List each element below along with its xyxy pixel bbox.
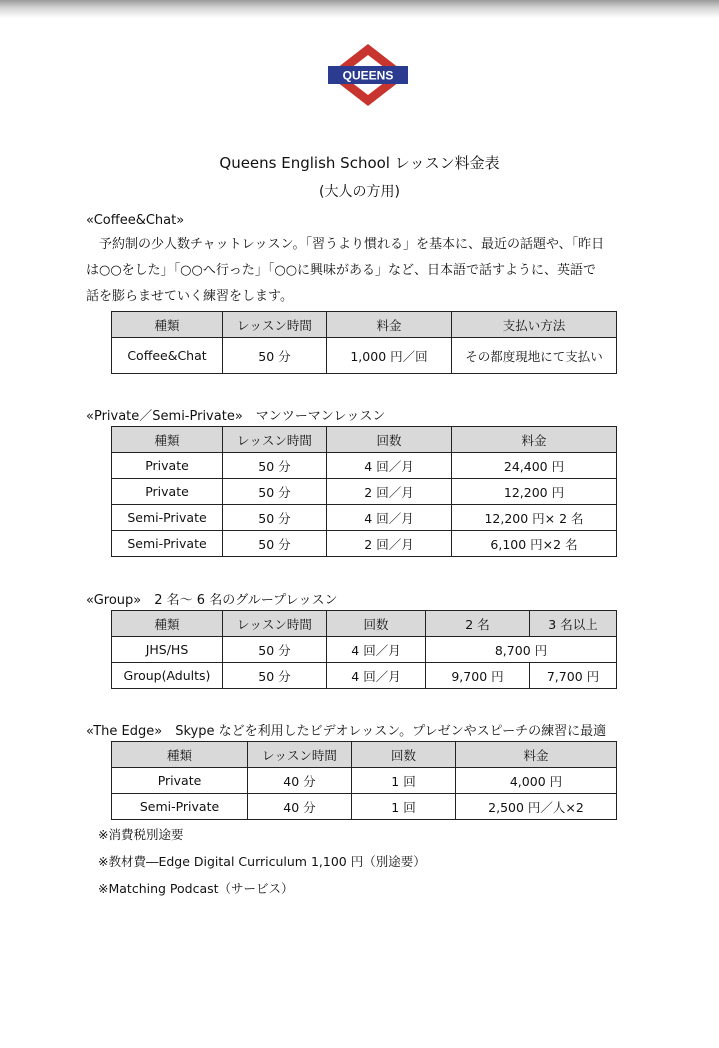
table-cell: 4,000 円: [456, 768, 617, 794]
header-cell: 料金: [456, 742, 617, 768]
note-tax: ※消費税別途要: [98, 827, 184, 842]
header-cell: 種類: [112, 312, 223, 338]
table-row: [112, 663, 617, 689]
table-cell: JHS/HS: [112, 637, 223, 663]
header-cell: 種類: [112, 742, 248, 768]
header-cell: レッスン時間: [223, 312, 327, 338]
table-cell: 12,200 円× 2 名: [452, 505, 617, 531]
header-cell: 支払い方法: [452, 312, 617, 338]
table-cell: 50 分: [223, 338, 327, 374]
table-cell: 50 分: [223, 531, 327, 557]
header-cell: 料金: [452, 427, 617, 453]
table-cell: Semi-Private: [112, 794, 248, 820]
table-cell-merged: 8,700 円: [426, 637, 617, 663]
coffee-chat-table: [111, 311, 617, 374]
page-title: Queens English School レッスン料金表: [219, 154, 500, 172]
table-cell: 24,400 円: [452, 453, 617, 479]
table-cell: Semi-Private: [112, 531, 223, 557]
table-cell: 2 回／月: [327, 531, 452, 557]
table-cell: 1,000 円／回: [327, 338, 452, 374]
page-subtitle: (大人の方用): [319, 184, 400, 200]
group-table: [111, 610, 617, 689]
header-cell: 種類: [112, 611, 223, 637]
private-table: [111, 426, 617, 557]
table-row: [112, 794, 617, 820]
table-cell: 7,700 円: [530, 663, 617, 689]
table-cell: Private: [112, 768, 248, 794]
table-header-row: [112, 742, 617, 768]
coffee-chat-heading: «Coffee&Chat»: [86, 213, 185, 228]
table-cell: 50 分: [223, 453, 327, 479]
note-podcast: ※Matching Podcast（サービス）: [98, 881, 294, 896]
description-line: は○○をした」「○○へ行った」「○○に興味がある」など、日本語で話すように、英語で: [86, 263, 597, 278]
header-cell: 回数: [327, 427, 452, 453]
header-cell: 回数: [352, 742, 456, 768]
header-cell: 回数: [327, 611, 426, 637]
table-cell: 40 分: [248, 768, 352, 794]
table-cell: 50 分: [223, 505, 327, 531]
table-row: [112, 505, 617, 531]
coffee-chat-description: [86, 232, 632, 310]
header-cell: レッスン時間: [248, 742, 352, 768]
table-cell: 4 回／月: [327, 663, 426, 689]
table-header-row: [112, 427, 617, 453]
header-cell: 料金: [327, 312, 452, 338]
table-cell: Private: [112, 453, 223, 479]
table-row: [112, 768, 617, 794]
table-cell: 50 分: [223, 479, 327, 505]
table-cell: その都度現地にて支払い: [452, 338, 617, 374]
table-cell: 12,200 円: [452, 479, 617, 505]
table-cell: 9,700 円: [426, 663, 530, 689]
table-cell: Coffee&Chat: [112, 338, 223, 374]
table-cell: 50 分: [223, 663, 327, 689]
table-row: [112, 338, 617, 374]
header-cell: レッスン時間: [223, 611, 327, 637]
note-materials: ※教材費―Edge Digital Curriculum 1,100 円（別途要）: [98, 854, 426, 869]
table-cell: 2,500 円／人×2: [456, 794, 617, 820]
queens-logo: [326, 42, 410, 108]
table-row: [112, 479, 617, 505]
table-row: [112, 453, 617, 479]
header-cell: 種類: [112, 427, 223, 453]
table-cell: 1 回: [352, 794, 456, 820]
table-cell: 40 分: [248, 794, 352, 820]
table-cell: Group(Adults): [112, 663, 223, 689]
description-line: 予約制の少人数チャットレッスン。「習うより慣れる」を基本に、最近の話題や、「昨日: [86, 237, 605, 252]
edge-heading: «The Edge» Skype などを利用したビデオレッスン。プレゼンやスピーチの練習に最適: [86, 724, 607, 739]
top-shadow: [0, 0, 719, 18]
table-cell: Private: [112, 479, 223, 505]
logo-text: QUEENS: [342, 68, 394, 83]
header-cell: レッスン時間: [223, 427, 327, 453]
group-heading: «Group» 2 名～ 6 名のグループレッスン: [86, 593, 338, 608]
table-header-row: [112, 611, 617, 637]
description-line: 話を膨らませていく練習をします。: [86, 289, 293, 304]
table-cell: 4 回／月: [327, 453, 452, 479]
table-cell: 50 分: [223, 637, 327, 663]
table-row: [112, 531, 617, 557]
table-cell: 6,100 円×2 名: [452, 531, 617, 557]
header-cell: 2 名: [426, 611, 530, 637]
table-header-row: [112, 312, 617, 338]
table-cell: Semi-Private: [112, 505, 223, 531]
table-cell: 4 回／月: [327, 637, 426, 663]
private-heading: «Private／Semi-Private» マンツーマンレッスン: [86, 409, 386, 424]
table-cell: 1 回: [352, 768, 456, 794]
table-cell: 4 回／月: [327, 505, 452, 531]
header-cell: 3 名以上: [530, 611, 617, 637]
edge-table: [111, 741, 617, 820]
table-row: [112, 637, 617, 663]
table-cell: 2 回／月: [327, 479, 452, 505]
